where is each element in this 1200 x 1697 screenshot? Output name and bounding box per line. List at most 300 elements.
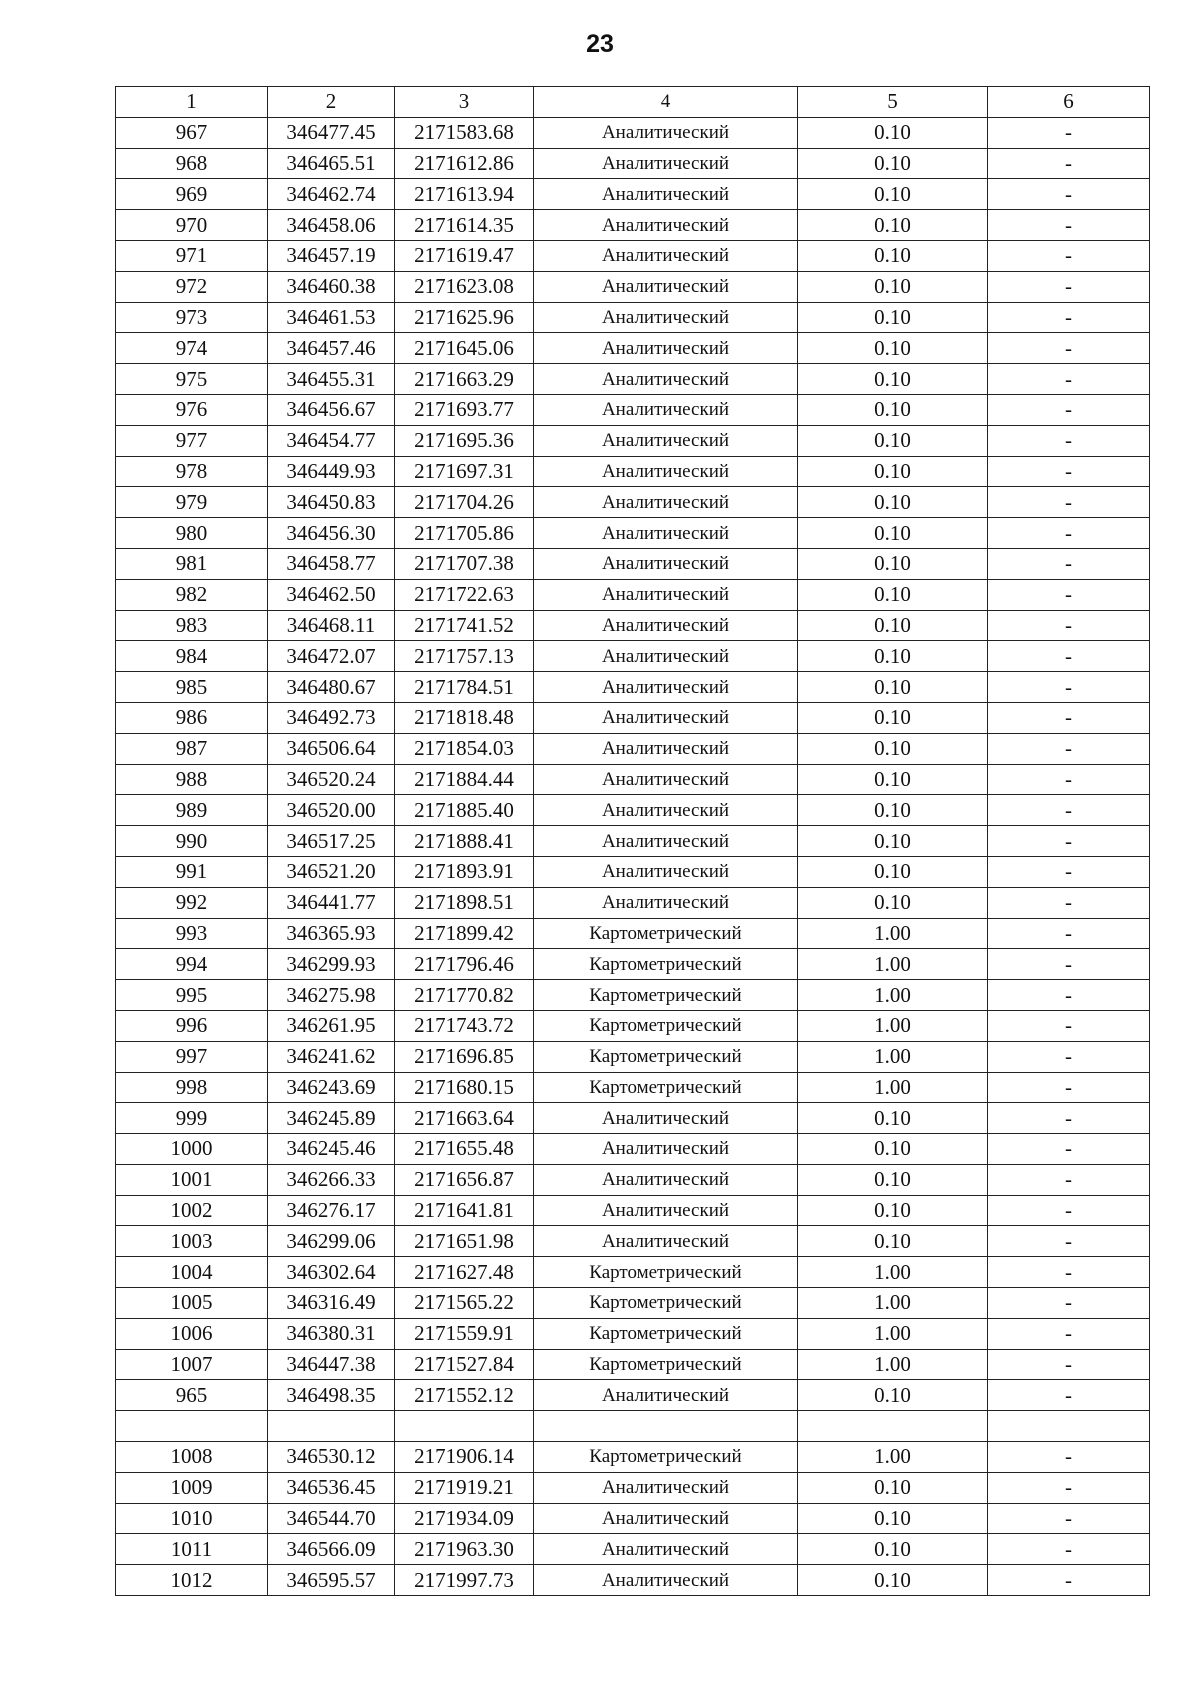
cell-coord-y: 2171722.63 (395, 579, 534, 610)
cell-point-number: 991 (116, 856, 268, 887)
cell-point-number (116, 1411, 268, 1442)
cell-note: - (988, 548, 1150, 579)
cell-coord-x: 346595.57 (268, 1565, 395, 1596)
cell-point-number: 1008 (116, 1442, 268, 1473)
cell-coord-x: 346520.00 (268, 795, 395, 826)
cell-coord-x: 346462.50 (268, 579, 395, 610)
cell-accuracy: 0.10 (798, 733, 988, 764)
cell-accuracy: 1.00 (798, 918, 988, 949)
cell-coord-y: 2171898.51 (395, 887, 534, 918)
cell-method (534, 1411, 798, 1442)
cell-method: Картометрический (534, 1318, 798, 1349)
cell-coord-x: 346299.06 (268, 1226, 395, 1257)
cell-point-number: 985 (116, 672, 268, 703)
cell-accuracy: 0.10 (798, 394, 988, 425)
cell-point-number: 997 (116, 1041, 268, 1072)
cell-coord-y: 2171757.13 (395, 641, 534, 672)
cell-point-number: 978 (116, 456, 268, 487)
column-header-6: 6 (988, 87, 1150, 118)
cell-note: - (988, 826, 1150, 857)
cell-accuracy: 0.10 (798, 456, 988, 487)
cell-method: Аналитический (534, 610, 798, 641)
cell-accuracy (798, 1411, 988, 1442)
cell-note: - (988, 487, 1150, 518)
cell-coord-x: 346498.35 (268, 1380, 395, 1411)
cell-note: - (988, 1257, 1150, 1288)
table-row (116, 1041, 1150, 1072)
cell-coord-x: 346456.67 (268, 394, 395, 425)
cell-method: Аналитический (534, 764, 798, 795)
cell-note: - (988, 1134, 1150, 1165)
cell-accuracy: 0.10 (798, 1503, 988, 1534)
cell-accuracy: 1.00 (798, 980, 988, 1011)
cell-note: - (988, 456, 1150, 487)
cell-point-number: 999 (116, 1103, 268, 1134)
cell-note: - (988, 610, 1150, 641)
cell-note: - (988, 364, 1150, 395)
cell-accuracy: 0.10 (798, 887, 988, 918)
cell-accuracy: 0.10 (798, 579, 988, 610)
cell-note: - (988, 887, 1150, 918)
cell-point-number: 983 (116, 610, 268, 641)
cell-coord-x: 346241.62 (268, 1041, 395, 1072)
cell-coord-x: 346521.20 (268, 856, 395, 887)
cell-coord-x: 346245.89 (268, 1103, 395, 1134)
cell-coord-y: 2171705.86 (395, 518, 534, 549)
cell-coord-x: 346245.46 (268, 1134, 395, 1165)
table-row (116, 240, 1150, 271)
cell-point-number: 971 (116, 240, 268, 271)
cell-coord-x: 346480.67 (268, 672, 395, 703)
cell-point-number: 987 (116, 733, 268, 764)
cell-method: Картометрический (534, 1349, 798, 1380)
cell-note: - (988, 1041, 1150, 1072)
cell-coord-y: 2171934.09 (395, 1503, 534, 1534)
cell-point-number: 986 (116, 702, 268, 733)
cell-coord-y: 2171888.41 (395, 826, 534, 857)
cell-accuracy: 0.10 (798, 548, 988, 579)
cell-note: - (988, 1503, 1150, 1534)
cell-accuracy: 0.10 (798, 425, 988, 456)
cell-coord-y: 2171613.94 (395, 179, 534, 210)
cell-coord-y: 2171784.51 (395, 672, 534, 703)
table-row (116, 1164, 1150, 1195)
cell-coord-y: 2171899.42 (395, 918, 534, 949)
cell-accuracy: 0.10 (798, 1380, 988, 1411)
cell-coord-y: 2171552.12 (395, 1380, 534, 1411)
table-row (116, 1380, 1150, 1411)
cell-accuracy: 1.00 (798, 1349, 988, 1380)
cell-coord-x: 346299.93 (268, 949, 395, 980)
cell-coord-y: 2171625.96 (395, 302, 534, 333)
table-row (116, 641, 1150, 672)
cell-coord-x: 346492.73 (268, 702, 395, 733)
cell-point-number: 988 (116, 764, 268, 795)
cell-point-number: 981 (116, 548, 268, 579)
cell-coord-y: 2171527.84 (395, 1349, 534, 1380)
cell-method: Картометрический (534, 1072, 798, 1103)
table-row (116, 394, 1150, 425)
table-row (116, 610, 1150, 641)
cell-method: Аналитический (534, 364, 798, 395)
cell-coord-x: 346441.77 (268, 887, 395, 918)
cell-note: - (988, 1226, 1150, 1257)
table-row (116, 179, 1150, 210)
cell-method: Аналитический (534, 826, 798, 857)
cell-coord-x: 346520.24 (268, 764, 395, 795)
table-row (116, 1103, 1150, 1134)
cell-coord-y: 2171656.87 (395, 1164, 534, 1195)
cell-coord-y: 2171884.44 (395, 764, 534, 795)
cell-accuracy: 1.00 (798, 1257, 988, 1288)
cell-point-number: 982 (116, 579, 268, 610)
cell-point-number: 1001 (116, 1164, 268, 1195)
cell-coord-y: 2171583.68 (395, 117, 534, 148)
cell-point-number: 1004 (116, 1257, 268, 1288)
cell-coord-x: 346302.64 (268, 1257, 395, 1288)
cell-method: Аналитический (534, 333, 798, 364)
column-header-5: 5 (798, 87, 988, 118)
cell-note: - (988, 1010, 1150, 1041)
cell-coord-x: 346266.33 (268, 1164, 395, 1195)
cell-coord-x: 346447.38 (268, 1349, 395, 1380)
table-row (116, 518, 1150, 549)
cell-accuracy: 0.10 (798, 487, 988, 518)
cell-method: Аналитический (534, 1534, 798, 1565)
cell-coord-x: 346462.74 (268, 179, 395, 210)
cell-coord-x: 346457.46 (268, 333, 395, 364)
cell-accuracy: 0.10 (798, 764, 988, 795)
cell-accuracy: 0.10 (798, 333, 988, 364)
cell-note: - (988, 1318, 1150, 1349)
cell-note: - (988, 333, 1150, 364)
cell-coord-x: 346472.07 (268, 641, 395, 672)
cell-method: Картометрический (534, 918, 798, 949)
cell-coord-y: 2171919.21 (395, 1472, 534, 1503)
cell-point-number: 1012 (116, 1565, 268, 1596)
cell-method: Картометрический (534, 1257, 798, 1288)
cell-coord-y (395, 1411, 534, 1442)
table-row (116, 1134, 1150, 1165)
cell-coord-y: 2171619.47 (395, 240, 534, 271)
cell-point-number: 990 (116, 826, 268, 857)
cell-coord-y: 2171565.22 (395, 1288, 534, 1319)
cell-method: Аналитический (534, 302, 798, 333)
table-row (116, 918, 1150, 949)
table-row (116, 1257, 1150, 1288)
cell-accuracy: 0.10 (798, 1195, 988, 1226)
cell-coord-y: 2171680.15 (395, 1072, 534, 1103)
cell-coord-y: 2171623.08 (395, 271, 534, 302)
cell-note: - (988, 518, 1150, 549)
cell-note: - (988, 672, 1150, 703)
cell-coord-x: 346276.17 (268, 1195, 395, 1226)
cell-coord-x: 346517.25 (268, 826, 395, 857)
cell-accuracy: 0.10 (798, 148, 988, 179)
cell-point-number: 974 (116, 333, 268, 364)
cell-point-number: 1002 (116, 1195, 268, 1226)
table-header-row (116, 87, 1150, 118)
page-number: 23 (586, 30, 614, 58)
cell-accuracy: 1.00 (798, 1072, 988, 1103)
cell-accuracy: 0.10 (798, 1534, 988, 1565)
table-row (116, 949, 1150, 980)
cell-point-number: 969 (116, 179, 268, 210)
cell-coord-x: 346458.06 (268, 210, 395, 241)
cell-accuracy: 0.10 (798, 518, 988, 549)
cell-method: Аналитический (534, 1134, 798, 1165)
cell-method: Аналитический (534, 1103, 798, 1134)
cell-accuracy: 0.10 (798, 795, 988, 826)
cell-point-number: 995 (116, 980, 268, 1011)
cell-accuracy: 0.10 (798, 1472, 988, 1503)
cell-coord-y: 2171627.48 (395, 1257, 534, 1288)
table-row (116, 271, 1150, 302)
cell-coord-y: 2171906.14 (395, 1442, 534, 1473)
table-row (116, 1288, 1150, 1319)
cell-accuracy: 0.10 (798, 826, 988, 857)
cell-method: Аналитический (534, 117, 798, 148)
cell-accuracy: 0.10 (798, 179, 988, 210)
cell-coord-y: 2171743.72 (395, 1010, 534, 1041)
cell-coord-x: 346380.31 (268, 1318, 395, 1349)
cell-point-number: 976 (116, 394, 268, 425)
cell-note: - (988, 1072, 1150, 1103)
cell-method: Аналитический (534, 1565, 798, 1596)
cell-coord-x: 346544.70 (268, 1503, 395, 1534)
cell-note: - (988, 856, 1150, 887)
column-header-3: 3 (395, 87, 534, 118)
cell-method: Аналитический (534, 271, 798, 302)
cell-coord-y: 2171963.30 (395, 1534, 534, 1565)
cell-note: - (988, 1472, 1150, 1503)
cell-accuracy: 0.10 (798, 1164, 988, 1195)
cell-coord-x: 346530.12 (268, 1442, 395, 1473)
column-header-4: 4 (534, 87, 798, 118)
cell-point-number: 989 (116, 795, 268, 826)
cell-note: - (988, 179, 1150, 210)
cell-coord-y: 2171645.06 (395, 333, 534, 364)
cell-coord-y: 2171612.86 (395, 148, 534, 179)
cell-method: Аналитический (534, 425, 798, 456)
cell-coord-y: 2171796.46 (395, 949, 534, 980)
table-row (116, 1411, 1150, 1442)
table-row (116, 702, 1150, 733)
cell-coord-x: 346450.83 (268, 487, 395, 518)
cell-note: - (988, 1103, 1150, 1134)
cell-coord-y: 2171885.40 (395, 795, 534, 826)
cell-note: - (988, 1195, 1150, 1226)
table-row (116, 487, 1150, 518)
table-row (116, 672, 1150, 703)
table-row (116, 795, 1150, 826)
cell-note: - (988, 240, 1150, 271)
cell-coord-x: 346457.19 (268, 240, 395, 271)
table-row (116, 1472, 1150, 1503)
cell-point-number: 967 (116, 117, 268, 148)
cell-point-number: 965 (116, 1380, 268, 1411)
cell-method: Картометрический (534, 1041, 798, 1072)
cell-accuracy: 0.10 (798, 364, 988, 395)
cell-method: Аналитический (534, 1472, 798, 1503)
cell-accuracy: 0.10 (798, 1134, 988, 1165)
cell-coord-y: 2171693.77 (395, 394, 534, 425)
cell-coord-x: 346465.51 (268, 148, 395, 179)
cell-coord-x: 346243.69 (268, 1072, 395, 1103)
cell-coord-y: 2171559.91 (395, 1318, 534, 1349)
cell-note: - (988, 425, 1150, 456)
cell-coord-x: 346566.09 (268, 1534, 395, 1565)
table-row (116, 1349, 1150, 1380)
cell-method: Аналитический (534, 733, 798, 764)
cell-coord-x: 346468.11 (268, 610, 395, 641)
table-row (116, 1565, 1150, 1596)
cell-coord-y: 2171818.48 (395, 702, 534, 733)
cell-method: Аналитический (534, 240, 798, 271)
cell-point-number: 977 (116, 425, 268, 456)
cell-point-number: 1003 (116, 1226, 268, 1257)
cell-note: - (988, 1380, 1150, 1411)
table-row (116, 1226, 1150, 1257)
cell-point-number: 1010 (116, 1503, 268, 1534)
cell-note: - (988, 271, 1150, 302)
cell-accuracy: 0.10 (798, 702, 988, 733)
cell-method: Картометрический (534, 980, 798, 1011)
cell-accuracy: 0.10 (798, 1565, 988, 1596)
cell-accuracy: 0.10 (798, 1226, 988, 1257)
cell-note: - (988, 1442, 1150, 1473)
cell-coord-y: 2171854.03 (395, 733, 534, 764)
cell-point-number: 975 (116, 364, 268, 395)
cell-accuracy: 0.10 (798, 672, 988, 703)
cell-note: - (988, 641, 1150, 672)
cell-point-number: 984 (116, 641, 268, 672)
table-row (116, 1318, 1150, 1349)
cell-note: - (988, 394, 1150, 425)
cell-method: Аналитический (534, 579, 798, 610)
cell-point-number: 1000 (116, 1134, 268, 1165)
cell-point-number: 1006 (116, 1318, 268, 1349)
table-row (116, 148, 1150, 179)
cell-coord-y: 2171695.36 (395, 425, 534, 456)
cell-coord-y: 2171697.31 (395, 456, 534, 487)
cell-accuracy: 0.10 (798, 271, 988, 302)
cell-method: Аналитический (534, 394, 798, 425)
table-row (116, 1534, 1150, 1565)
column-header-1: 1 (116, 87, 268, 118)
cell-method: Аналитический (534, 702, 798, 733)
cell-note: - (988, 117, 1150, 148)
cell-coord-y: 2171704.26 (395, 487, 534, 518)
table-row (116, 1010, 1150, 1041)
cell-coord-y: 2171696.85 (395, 1041, 534, 1072)
table-row (116, 210, 1150, 241)
coordinates-table (115, 86, 1150, 1596)
table-row (116, 1442, 1150, 1473)
table-row (116, 333, 1150, 364)
cell-note: - (988, 1565, 1150, 1596)
cell-note: - (988, 1288, 1150, 1319)
cell-coord-x: 346316.49 (268, 1288, 395, 1319)
table-row (116, 764, 1150, 795)
cell-coord-x: 346275.98 (268, 980, 395, 1011)
cell-coord-x (268, 1411, 395, 1442)
cell-note: - (988, 918, 1150, 949)
cell-point-number: 1009 (116, 1472, 268, 1503)
table-row (116, 364, 1150, 395)
cell-note: - (988, 579, 1150, 610)
table-row (116, 887, 1150, 918)
cell-method: Аналитический (534, 641, 798, 672)
cell-coord-x: 346456.30 (268, 518, 395, 549)
cell-coord-y: 2171663.64 (395, 1103, 534, 1134)
table-row (116, 826, 1150, 857)
cell-method: Аналитический (534, 487, 798, 518)
cell-accuracy: 1.00 (798, 1288, 988, 1319)
cell-accuracy: 0.10 (798, 302, 988, 333)
cell-coord-x: 346477.45 (268, 117, 395, 148)
table-row (116, 302, 1150, 333)
cell-coord-y: 2171655.48 (395, 1134, 534, 1165)
cell-point-number: 973 (116, 302, 268, 333)
cell-coord-x: 346536.45 (268, 1472, 395, 1503)
cell-note: - (988, 980, 1150, 1011)
cell-accuracy: 0.10 (798, 240, 988, 271)
cell-method: Аналитический (534, 518, 798, 549)
cell-point-number: 1005 (116, 1288, 268, 1319)
cell-accuracy: 1.00 (798, 1442, 988, 1473)
cell-coord-x: 346449.93 (268, 456, 395, 487)
column-header-2: 2 (268, 87, 395, 118)
cell-accuracy: 1.00 (798, 1041, 988, 1072)
cell-method: Аналитический (534, 672, 798, 703)
cell-point-number: 1007 (116, 1349, 268, 1380)
table-row (116, 579, 1150, 610)
cell-accuracy: 1.00 (798, 949, 988, 980)
table-row (116, 1503, 1150, 1534)
cell-coord-x: 346458.77 (268, 548, 395, 579)
table-row (116, 980, 1150, 1011)
cell-point-number: 1011 (116, 1534, 268, 1565)
cell-note: - (988, 949, 1150, 980)
cell-method: Аналитический (534, 795, 798, 826)
coordinates-table-body (116, 87, 1150, 1596)
cell-method: Аналитический (534, 548, 798, 579)
cell-note: - (988, 795, 1150, 826)
cell-point-number: 970 (116, 210, 268, 241)
cell-point-number: 994 (116, 949, 268, 980)
cell-note: - (988, 733, 1150, 764)
cell-point-number: 968 (116, 148, 268, 179)
cell-note: - (988, 302, 1150, 333)
cell-method: Аналитический (534, 1226, 798, 1257)
cell-accuracy: 0.10 (798, 210, 988, 241)
cell-method: Аналитический (534, 1164, 798, 1195)
cell-coord-y: 2171651.98 (395, 1226, 534, 1257)
cell-accuracy: 1.00 (798, 1318, 988, 1349)
cell-accuracy: 1.00 (798, 1010, 988, 1041)
cell-note: - (988, 702, 1150, 733)
cell-coord-y: 2171663.29 (395, 364, 534, 395)
table-row (116, 856, 1150, 887)
table-row (116, 733, 1150, 764)
cell-coord-x: 346506.64 (268, 733, 395, 764)
cell-method: Аналитический (534, 1503, 798, 1534)
cell-accuracy: 0.10 (798, 117, 988, 148)
table-row (116, 117, 1150, 148)
cell-point-number: 980 (116, 518, 268, 549)
cell-coord-x: 346261.95 (268, 1010, 395, 1041)
